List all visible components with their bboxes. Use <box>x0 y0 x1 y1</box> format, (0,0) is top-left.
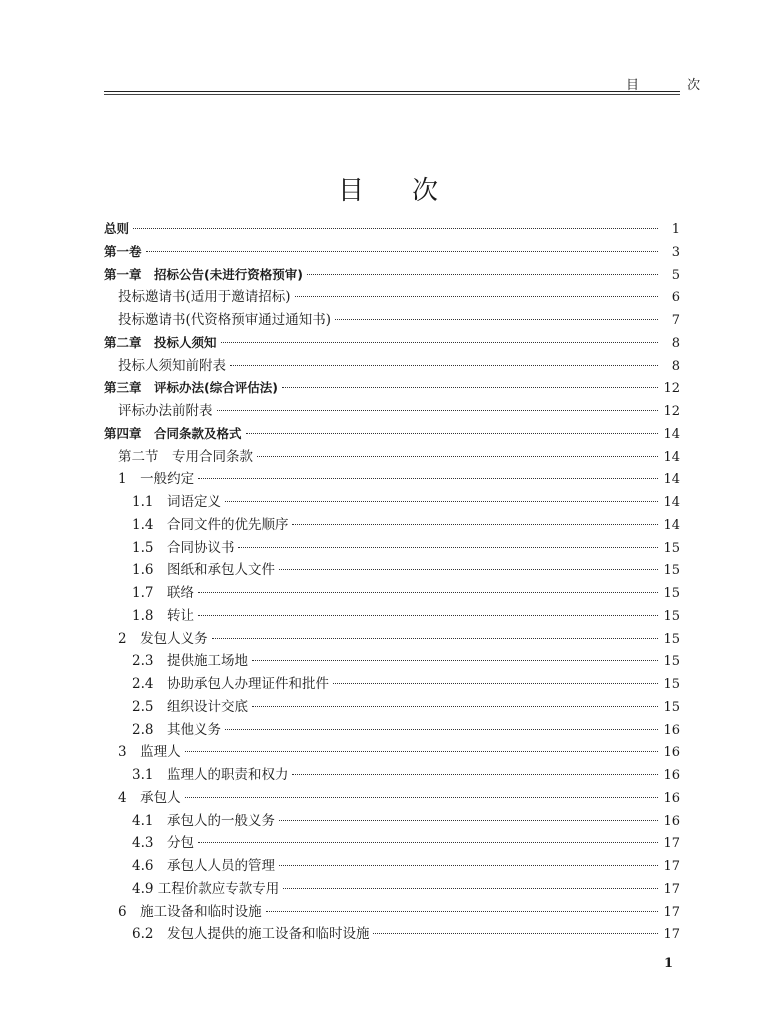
toc-entry-title: 4 承包人 <box>118 789 181 806</box>
toc-dot-leader <box>279 820 658 821</box>
toc-entry-title: 第一卷 <box>104 243 142 259</box>
toc-entry-title: 4.6 承包人人员的管理 <box>132 858 275 874</box>
toc-dot-leader <box>185 751 658 752</box>
header-rule <box>104 91 680 92</box>
toc-entry-page: 6 <box>671 290 680 306</box>
toc-entry-page: 14 <box>663 449 680 465</box>
toc-dot-leader <box>146 251 658 252</box>
toc-dot-leader <box>266 911 658 912</box>
toc-entry-title: 第三章 评标办法(综合评估法) <box>104 380 278 396</box>
toc-entry[interactable] <box>104 264 680 287</box>
toc-entry-page: 15 <box>663 608 680 624</box>
toc-entry[interactable] <box>104 810 680 833</box>
toc-entry-page: 17 <box>663 836 680 852</box>
toc-dot-leader <box>283 888 658 889</box>
toc-dot-leader <box>198 478 658 479</box>
toc-entry-page: 17 <box>663 859 680 874</box>
toc-entry[interactable] <box>104 446 680 469</box>
toc-entry-title: 2.5 组织设计交底 <box>132 698 248 715</box>
toc-entry-page: 15 <box>663 677 680 692</box>
toc-entry[interactable] <box>104 832 680 855</box>
toc-entry[interactable] <box>104 605 680 628</box>
toc-dot-leader <box>221 342 658 343</box>
toc-entry-page: 1 <box>671 222 680 237</box>
toc-entry-title: 第一章 招标公告(未进行资格预审) <box>104 266 303 282</box>
toc-entry-title: 1.6 图纸和承包人文件 <box>132 562 275 579</box>
toc-entry[interactable] <box>104 491 680 514</box>
toc-dot-leader <box>238 547 658 548</box>
toc-entry-page: 15 <box>663 699 680 715</box>
toc-entry[interactable] <box>104 218 680 241</box>
page-title: 目次 <box>337 176 486 206</box>
toc-entry[interactable] <box>104 286 680 309</box>
toc-entry-page: 17 <box>663 904 680 920</box>
toc-entry-page: 16 <box>663 745 680 761</box>
toc-entry-page: 15 <box>663 586 680 601</box>
toc-entry-page: 12 <box>663 404 680 419</box>
toc-entry-page: 8 <box>671 335 680 351</box>
toc-entry-page: 16 <box>663 768 680 783</box>
toc-entry-title: 4.9 工程价款应专款专用 <box>132 880 280 897</box>
toc-entry[interactable] <box>104 355 680 378</box>
toc-entry[interactable] <box>104 673 680 696</box>
toc-entry-page: 17 <box>663 881 680 897</box>
toc-dot-leader <box>217 410 659 411</box>
toc-dot-leader <box>252 706 658 707</box>
toc-dot-leader <box>230 365 658 366</box>
toc-entry-page: 14 <box>663 472 680 488</box>
toc-entry-page: 12 <box>663 381 680 397</box>
toc-entry-page: 5 <box>671 267 680 283</box>
toc-entry[interactable] <box>104 400 680 423</box>
toc-entry-title: 6.2 发包人提供的施工设备和临时设施 <box>132 926 370 943</box>
toc-entry-title: 1.7 联络 <box>132 585 194 601</box>
toc-entry[interactable] <box>104 377 680 400</box>
toc-entry[interactable] <box>104 901 680 924</box>
toc-dot-leader <box>225 501 658 502</box>
toc-entry-page: 3 <box>671 244 680 260</box>
toc-entry-title: 2.8 其他义务 <box>132 721 221 738</box>
toc-entry[interactable] <box>104 696 680 719</box>
toc-entry[interactable] <box>104 878 680 901</box>
toc-entry-title: 第二节 专用合同条款 <box>118 448 253 465</box>
toc-entry-page: 15 <box>663 563 680 579</box>
toc-entry[interactable] <box>104 309 680 332</box>
toc-dot-leader <box>198 592 658 593</box>
running-header-label: 目 次 <box>626 78 723 93</box>
toc-entry-page: 16 <box>663 722 680 738</box>
toc-entry-page: 14 <box>663 426 680 442</box>
toc-entry-page: 15 <box>663 654 680 670</box>
toc-entry[interactable] <box>104 468 680 491</box>
toc-entry-title: 3 监理人 <box>118 744 181 761</box>
toc-entry-page: 14 <box>663 517 680 533</box>
toc-entry[interactable] <box>104 923 680 946</box>
toc-dot-leader <box>212 638 658 639</box>
toc-entry-title: 2.4 协助承包人办理证件和批件 <box>132 676 329 692</box>
toc-entry[interactable] <box>104 787 680 810</box>
toc-dot-leader <box>133 228 658 229</box>
toc-dot-leader <box>295 296 658 297</box>
toc-entry-title: 1 一般约定 <box>118 471 195 488</box>
toc-entry-page: 15 <box>663 540 680 556</box>
toc-dot-leader <box>185 797 658 798</box>
toc-entry[interactable] <box>104 423 680 446</box>
toc-entry[interactable] <box>104 764 680 787</box>
toc-entry-page: 16 <box>663 790 680 806</box>
header-rule-secondary <box>104 94 680 95</box>
toc-entry[interactable] <box>104 582 680 605</box>
toc-entry-title: 2.3 提供施工场地 <box>132 653 248 670</box>
toc-entry[interactable] <box>104 241 680 264</box>
toc-entry-title: 1.8 转让 <box>132 607 194 624</box>
toc-dot-leader <box>279 865 658 866</box>
toc-dot-leader <box>257 456 658 457</box>
toc-dot-leader <box>292 524 658 525</box>
toc-entry-title: 第四章 合同条款及格式 <box>104 425 242 441</box>
footer-page-number: 1 <box>664 956 674 971</box>
toc-dot-leader <box>279 569 658 570</box>
toc-entry-page: 16 <box>663 813 680 829</box>
toc-entry[interactable] <box>104 537 680 560</box>
toc-entry[interactable] <box>104 741 680 764</box>
toc-dot-leader <box>307 274 658 275</box>
toc-dot-leader <box>282 387 658 388</box>
toc-entry-title: 总则 <box>104 221 130 236</box>
toc-dot-leader <box>198 615 658 616</box>
toc-entry-title: 投标邀请书(代资格预审通过通知书) <box>118 312 332 328</box>
toc-entry-title: 评标办法前附表 <box>118 403 213 419</box>
toc-entry[interactable] <box>104 855 680 878</box>
toc-entry[interactable] <box>104 559 680 582</box>
toc-entry-title: 1.5 合同协议书 <box>132 539 235 556</box>
toc-dot-leader <box>333 683 658 684</box>
toc-entry[interactable] <box>104 719 680 742</box>
toc-entry-title: 投标人须知前附表 <box>118 357 226 374</box>
toc-entry-title: 4.3 分包 <box>132 835 194 852</box>
toc-entry-page: 17 <box>663 927 680 943</box>
table-of-contents <box>104 218 680 946</box>
toc-entry-title: 第二章 投标人须知 <box>104 334 217 350</box>
toc-entry-title: 1.1 词语定义 <box>132 494 221 510</box>
toc-entry-title: 4.1 承包人的一般义务 <box>132 812 275 829</box>
toc-entry-title: 6 施工设备和临时设施 <box>118 903 262 920</box>
toc-entry[interactable] <box>104 650 680 673</box>
toc-entry-page: 15 <box>663 631 680 647</box>
toc-entry-page: 7 <box>671 313 680 328</box>
toc-entry[interactable] <box>104 332 680 355</box>
toc-dot-leader <box>335 319 658 320</box>
toc-dot-leader <box>198 842 658 843</box>
toc-dot-leader <box>292 774 658 775</box>
toc-entry-title: 投标邀请书(适用于邀请招标) <box>118 289 291 306</box>
toc-dot-leader <box>246 433 658 434</box>
toc-entry-page: 14 <box>663 495 680 510</box>
toc-dot-leader <box>373 933 658 934</box>
toc-entry-title: 2 发包人义务 <box>118 630 208 647</box>
toc-entry[interactable] <box>104 628 680 651</box>
toc-dot-leader <box>225 729 658 730</box>
toc-entry-title: 3.1 监理人的职责和权力 <box>132 767 289 783</box>
toc-entry-page: 8 <box>671 358 680 374</box>
toc-entry[interactable] <box>104 514 680 537</box>
toc-dot-leader <box>252 660 658 661</box>
toc-entry-title: 1.4 合同文件的优先顺序 <box>132 516 289 533</box>
